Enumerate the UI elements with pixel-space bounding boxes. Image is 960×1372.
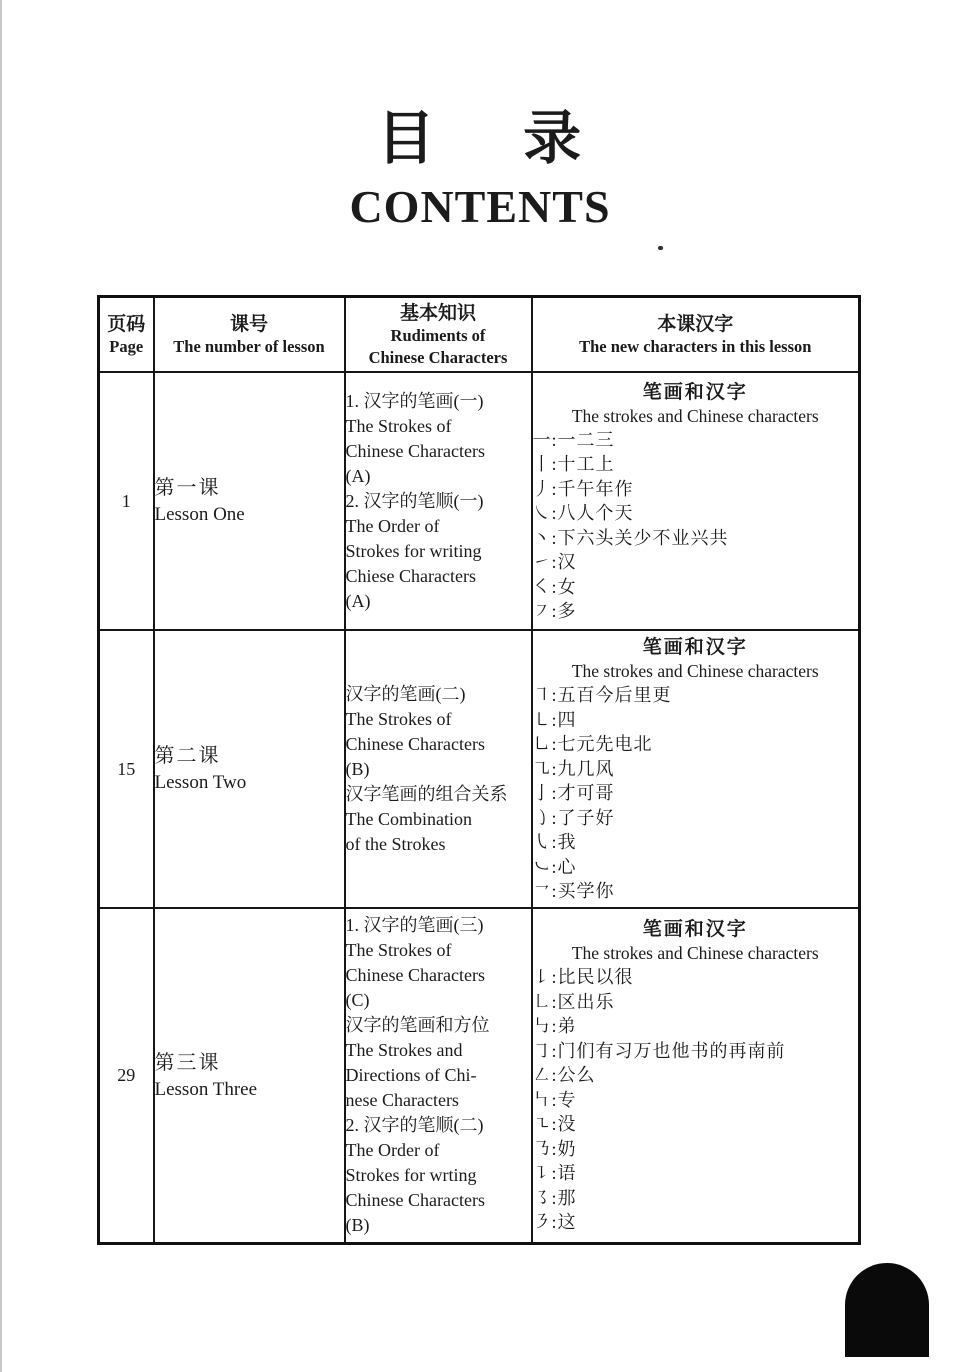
header-line: Page	[109, 336, 144, 356]
page-number-cell	[99, 630, 154, 908]
new-characters-cell	[532, 372, 860, 630]
rudiments-line: Chinese Characters	[345, 440, 485, 461]
stroke-line: ㇊:语	[532, 1163, 577, 1184]
table-row-lesson-one	[99, 372, 860, 630]
header-line: The new characters in this lesson	[579, 336, 812, 356]
rudiments-line: 1. 汉字的笔画(一)	[345, 390, 484, 411]
strokes-and-characters-title: 笔画和汉字	[642, 380, 748, 403]
stroke-line: ㇌:那	[532, 1187, 577, 1208]
table-row-lesson-two	[99, 630, 860, 908]
header-page-column	[99, 297, 154, 373]
rudiments-line: (A)	[345, 465, 371, 486]
lesson-cell	[154, 908, 345, 1244]
rudiments-line: Directions of Chi-	[345, 1065, 477, 1085]
header-line: The number of lesson	[173, 336, 325, 356]
lesson-line: 第二课	[154, 743, 221, 767]
stroke-list	[533, 428, 859, 624]
strokes-and-characters-title: 笔画和汉字	[642, 636, 748, 659]
rudiments-line: 汉字的笔画和方位	[345, 1015, 490, 1035]
lesson-line: 第三课	[154, 1049, 221, 1074]
rudiments-line: 1. 汉字的笔画(三)	[345, 915, 484, 935]
stroke-line: ㇏:八人个天	[532, 503, 634, 523]
stroke-line: 丿:千午年作	[532, 478, 634, 499]
new-characters-cell	[532, 630, 860, 908]
rudiments-cell	[345, 372, 532, 630]
page-number: 15	[117, 758, 136, 779]
rudiments-line: (A)	[345, 590, 371, 611]
rudiments-line: Chinese Characters	[345, 733, 485, 754]
rudiments-line: (B)	[345, 758, 370, 779]
header-lesson-number-column	[154, 297, 345, 373]
stroke-line: ㇖:买学你	[532, 881, 615, 902]
stroke-line: ㇄:四	[532, 709, 577, 730]
stroke-line: 一:一二三	[532, 429, 615, 450]
rudiments-line: Strokes for writing	[345, 540, 482, 561]
rudiments-line: Chiese Characters	[345, 565, 476, 586]
header-line: 课号	[229, 312, 268, 335]
header-line: Chinese Characters	[368, 347, 508, 367]
stroke-line: ㇁:了子好	[532, 807, 615, 828]
rudiments-line: The Strokes of	[345, 415, 452, 436]
stroke-line: ㇂:我	[532, 832, 577, 853]
rudiments-line: Chinese Characters	[345, 1190, 485, 1210]
stroke-line: 丶:下六头关少不业兴共	[532, 527, 729, 548]
rudiments-line: Chinese Characters	[345, 965, 485, 985]
strokes-and-characters-subtitle: The strokes and Chinese characters	[571, 405, 819, 426]
lesson-line: Lesson Two	[154, 772, 247, 793]
page-number: 1	[121, 490, 131, 511]
strokes-and-characters-subtitle: The strokes and Chinese characters	[571, 943, 819, 964]
rudiments-line: The Order of	[345, 1140, 440, 1160]
rudiments-line: 2. 汉字的笔顺(一)	[345, 490, 484, 511]
lesson-cell	[154, 630, 345, 908]
rudiments-line: nese Characters	[345, 1090, 459, 1110]
stroke-line: ㇜:公么	[532, 1065, 596, 1086]
rudiments-line: The Strokes of	[345, 940, 452, 960]
lesson-line: 第一课	[154, 475, 221, 499]
scan-speck	[658, 246, 663, 250]
table-header-row	[99, 297, 860, 373]
rudiments-line: 2. 汉字的笔顺(二)	[345, 1115, 484, 1135]
rudiments-line: Strokes for wrting	[345, 1165, 477, 1185]
stroke-line: ㇈:九几风	[532, 758, 615, 779]
rudiments-line: 汉字的笔画(二)	[345, 683, 466, 704]
stroke-line: ㇇:多	[532, 601, 577, 621]
stroke-line: 丨:十工上	[532, 454, 615, 474]
stroke-line: ㇟:七元先电北	[532, 734, 653, 755]
rudiments-line: (C)	[345, 990, 370, 1010]
stroke-list	[533, 683, 859, 904]
stroke-line: ㇀:汉	[532, 552, 577, 572]
lesson-line: Lesson One	[154, 504, 245, 525]
page-number: 29	[117, 1065, 136, 1085]
header-line: 本课汉字	[657, 312, 734, 335]
rudiments-line: The Order of	[345, 515, 440, 536]
rudiments-line: (B)	[345, 1215, 370, 1235]
stroke-line: ㇡:奶	[532, 1138, 577, 1159]
stroke-line: ㇛:女	[532, 576, 577, 597]
stroke-line: ㇗:区出乐	[532, 991, 615, 1012]
stroke-line: ㇃:心	[532, 856, 577, 877]
header-line: Rudiments of	[390, 325, 486, 345]
strokes-and-characters-subtitle: The strokes and Chinese characters	[571, 661, 819, 682]
header-rudiments-column	[345, 297, 532, 373]
strokes-and-characters-title: 笔画和汉字	[642, 918, 748, 941]
rudiments-line: The Strokes of	[345, 708, 452, 729]
page-corner-tab	[845, 1263, 929, 1357]
rudiments-line: The Strokes and	[345, 1040, 463, 1060]
stroke-line: ㇕:五百今后里更	[532, 685, 672, 706]
rudiments-line: of the Strokes	[345, 833, 446, 854]
header-line: 基本知识	[399, 301, 476, 324]
lesson-cell	[154, 372, 345, 630]
rudiments-cell	[345, 908, 532, 1244]
table-row-lesson-three	[99, 908, 860, 1244]
header-line: 页码	[107, 312, 146, 335]
page-title-english: CONTENTS	[349, 181, 611, 232]
stroke-line: 亅:才可哥	[532, 783, 615, 804]
new-characters-cell	[532, 908, 860, 1244]
rudiments-line: The Combination	[345, 808, 472, 829]
lesson-line: Lesson Three	[154, 1078, 258, 1100]
rudiments-cell	[345, 630, 532, 908]
stroke-line: ㇙:比民以很	[532, 967, 634, 988]
contents-table	[97, 295, 861, 1245]
stroke-list	[533, 965, 859, 1235]
stroke-line: ㇍:没	[532, 1114, 577, 1135]
page-number-cell	[99, 372, 154, 630]
stroke-line: ㇉:弟	[532, 1016, 577, 1037]
stroke-line: ㇆:门们有习万也他书的再南前	[532, 1040, 786, 1061]
page-title: 目 录	[376, 104, 584, 172]
stroke-line: ㇋:这	[532, 1212, 577, 1233]
rudiments-line: 汉字笔画的组合关系	[345, 783, 508, 804]
header-new-characters-column	[532, 297, 860, 373]
page-number-cell	[99, 908, 154, 1244]
stroke-line: ㇞:专	[532, 1089, 577, 1110]
